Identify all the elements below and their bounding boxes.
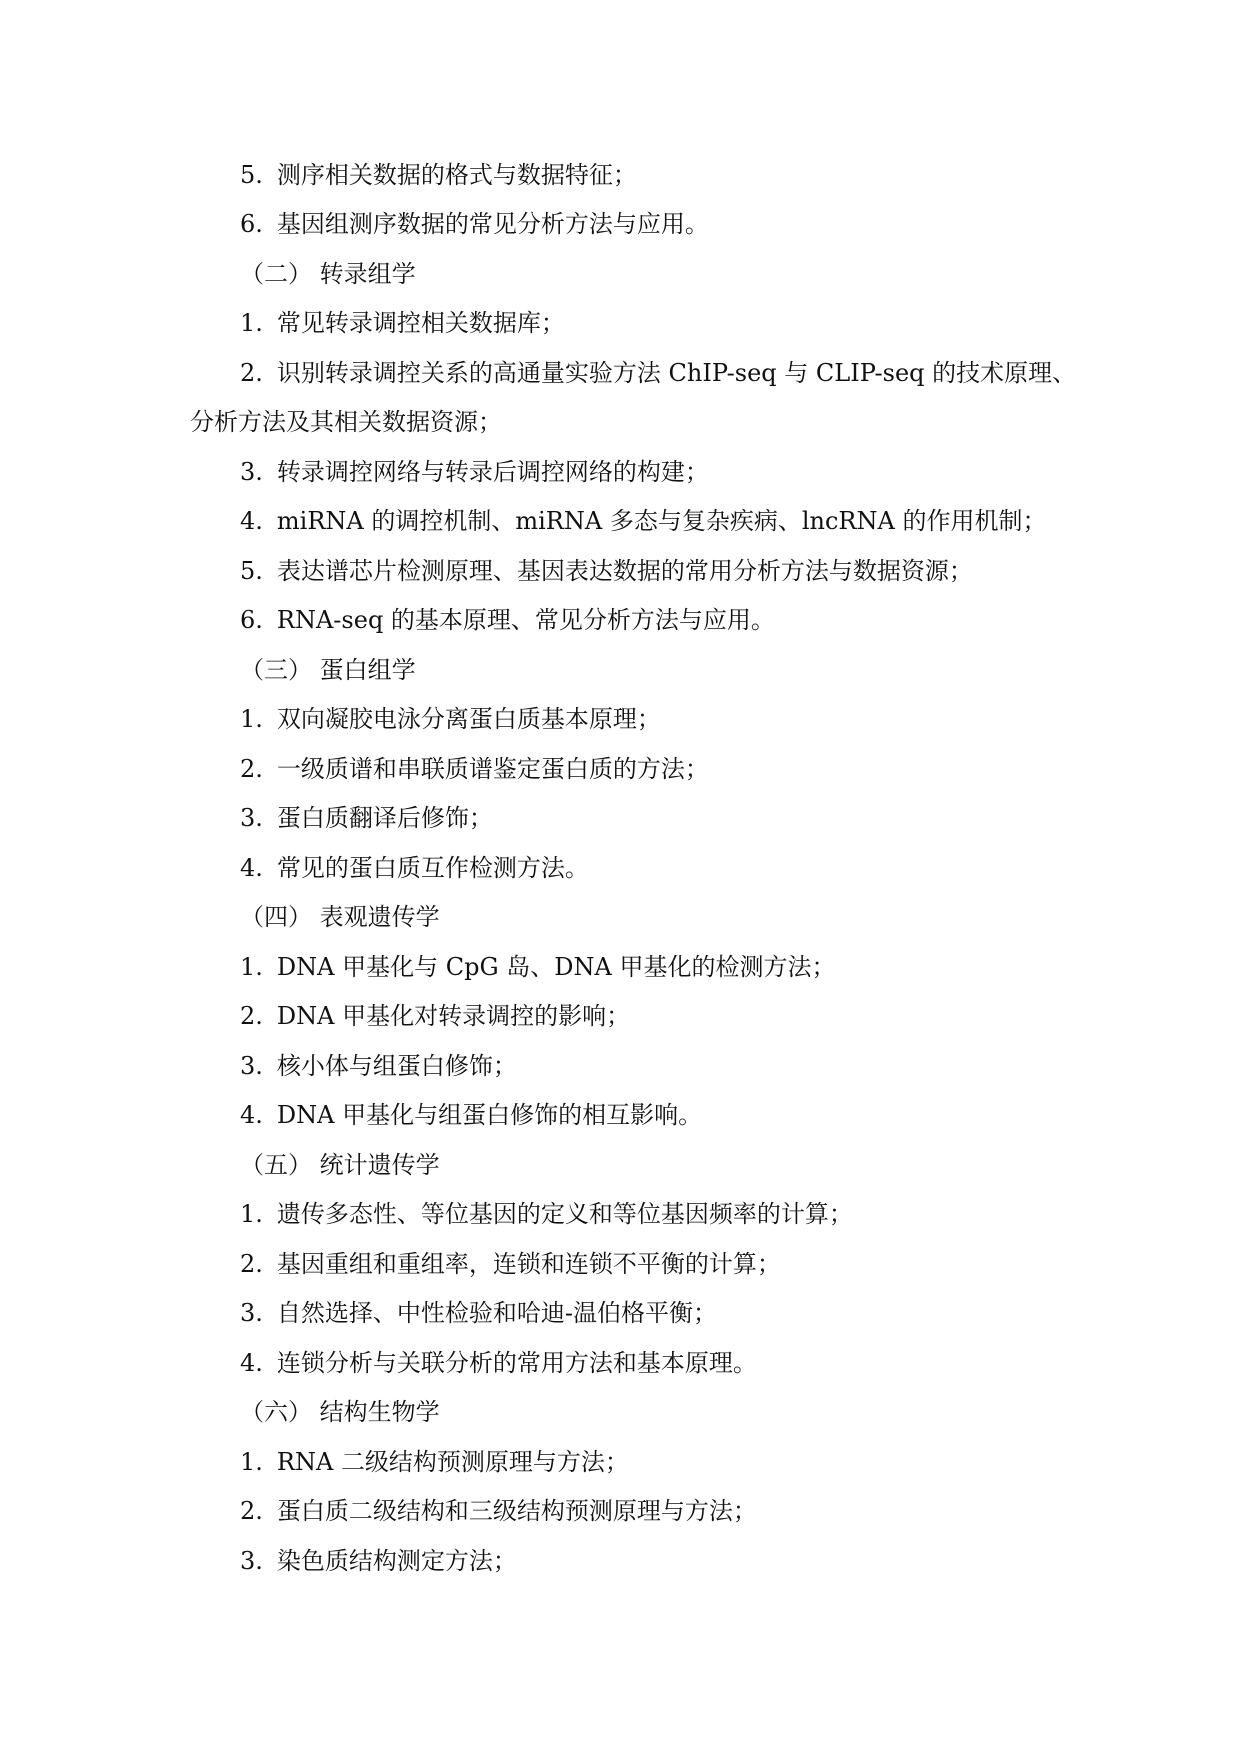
section-heading: （二） 转录组学 [240,260,416,288]
list-item: 1. 双向凝胶电泳分离蛋白质基本原理； [240,705,661,733]
list-item: 1. 常见转录调控相关数据库； [240,309,565,337]
section-heading: （三） 蛋白组学 [240,656,416,684]
list-item: 3. 转录调控网络与转录后调控网络的构建； [240,458,709,486]
list-item: 5. 表达谱芯片检测原理、基因表达数据的常用分析方法与数据资源； [240,557,973,585]
list-item: 3. 染色质结构测定方法； [240,1547,517,1575]
list-item: 3. 核小体与组蛋白修饰； [240,1052,517,1080]
list-item: 4. DNA 甲基化与组蛋白修饰的相互影响。 [240,1101,703,1129]
list-item: 6. RNA-seq 的基本原理、常见分析方法与应用。 [240,606,775,634]
list-item: 2. 识别转录调控关系的高通量实验方法 ChIP-seq 与 CLIP-seq 的技术原理、 [240,359,1077,387]
list-item: 3. 自然选择、中性检验和哈迪-温伯格平衡； [240,1299,718,1327]
list-item: 4. 常见的蛋白质互作检测方法。 [240,854,589,882]
list-item: 1. 遗传多态性、等位基因的定义和等位基因频率的计算； [240,1200,853,1228]
list-item: 4. miRNA 的调控机制、miRNA 多态与复杂疾病、lncRNA 的作用机制； [240,507,1047,535]
list-item: 1. DNA 甲基化与 CpG 岛、DNA 甲基化的检测方法； [240,953,836,981]
list-item-continuation: 分析方法及其相关数据资源； [190,408,502,436]
list-item: 3. 蛋白质翻译后修饰； [240,804,493,832]
list-item: 2. DNA 甲基化对转录调控的影响； [240,1002,631,1030]
section-heading: （五） 统计遗传学 [240,1151,440,1179]
list-item: 2. 一级质谱和串联质谱鉴定蛋白质的方法； [240,755,709,783]
list-item: 6. 基因组测序数据的常见分析方法与应用。 [240,210,709,238]
section-heading: （六） 结构生物学 [240,1398,440,1426]
list-item: 2. 基因重组和重组率，连锁和连锁不平衡的计算； [240,1250,781,1278]
list-item: 1. RNA 二级结构预测原理与方法； [240,1448,629,1476]
list-item: 5. 测序相关数据的格式与数据特征； [240,161,637,189]
section-heading: （四） 表观遗传学 [240,903,440,931]
list-item: 4. 连锁分析与关联分析的常用方法和基本原理。 [240,1349,757,1377]
list-item: 2. 蛋白质二级结构和三级结构预测原理与方法； [240,1497,757,1525]
